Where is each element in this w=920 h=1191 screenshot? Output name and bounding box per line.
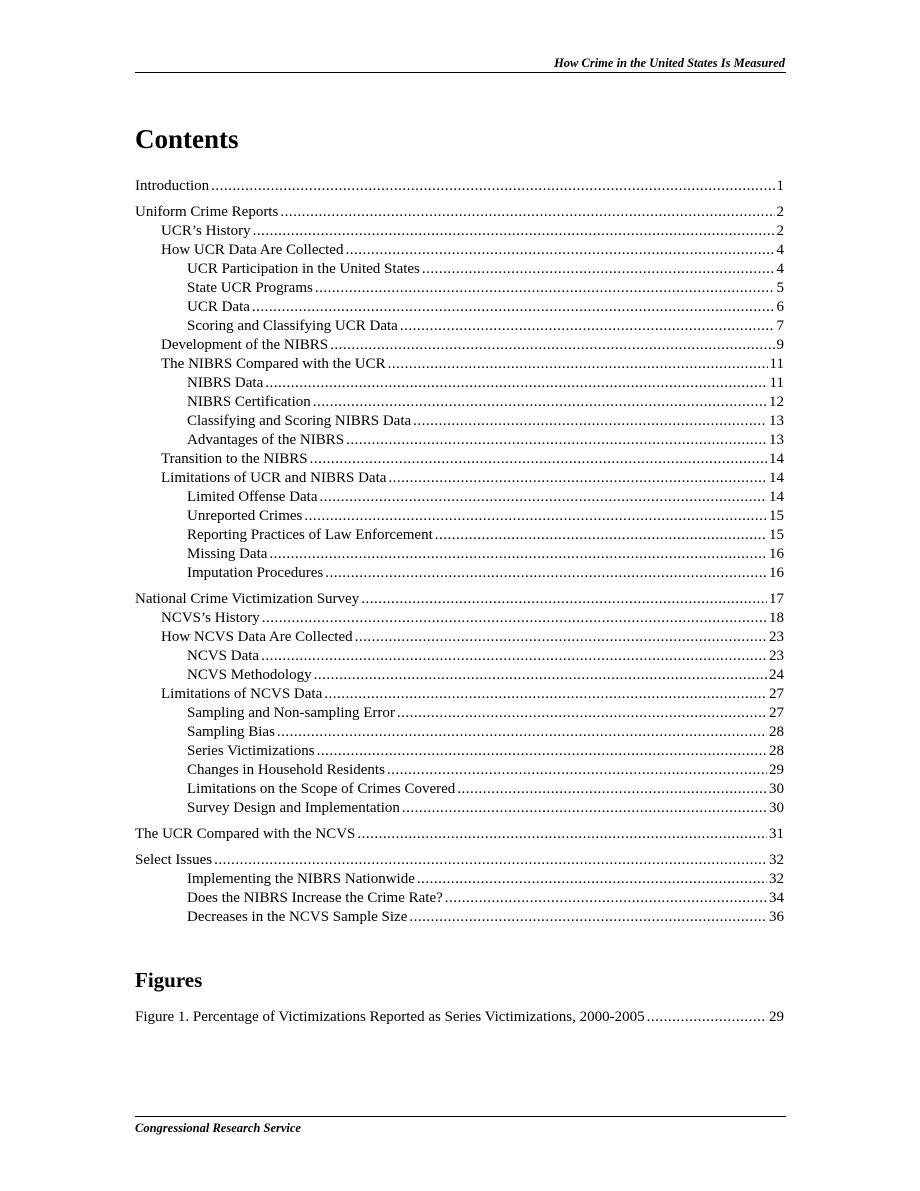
toc-entry-title: NCVS Methodology xyxy=(187,667,312,683)
toc-entry-page: 23 xyxy=(769,629,784,645)
toc-entry[interactable] xyxy=(135,177,784,196)
leader-dots xyxy=(304,507,767,526)
leader-dots xyxy=(417,870,767,889)
toc-entry-title: NIBRS Data xyxy=(187,375,264,391)
toc-entry-page: 34 xyxy=(769,890,784,906)
toc-entry-page: 13 xyxy=(769,432,784,448)
leader-dots xyxy=(357,825,767,844)
list-of-figures xyxy=(135,1008,784,1027)
toc-entry-title: State UCR Programs xyxy=(187,280,313,296)
toc-entry[interactable] xyxy=(135,851,784,870)
toc-entry-title: How NCVS Data Are Collected xyxy=(161,629,353,645)
toc-entry-page: 23 xyxy=(769,648,784,664)
toc-entry-page: 12 xyxy=(769,394,784,410)
leader-dots xyxy=(647,1008,767,1027)
leader-dots xyxy=(280,203,774,222)
figure-entry-title: Figure 1. Percentage of Victimizations Reported as Series Victimizations, 2000-2005 xyxy=(135,1009,645,1025)
toc-entry-title: Implementing the NIBRS Nationwide xyxy=(187,871,415,887)
toc-entry-title: Sampling Bias xyxy=(187,724,275,740)
figure-entry[interactable] xyxy=(135,1008,784,1027)
toc-entry-page: 5 xyxy=(776,280,784,296)
figures-heading: Figures xyxy=(135,968,203,992)
leader-dots xyxy=(388,355,768,374)
toc-entry[interactable] xyxy=(135,412,784,431)
toc-entry[interactable] xyxy=(135,545,784,564)
toc-entry-page: 29 xyxy=(769,762,784,778)
toc-entry-page: 11 xyxy=(769,375,784,391)
toc-entry[interactable] xyxy=(135,488,784,507)
toc-entry-page: 14 xyxy=(769,489,784,505)
header-rule xyxy=(135,72,786,73)
toc-entry[interactable] xyxy=(135,889,784,908)
leader-dots xyxy=(265,374,767,393)
toc-entry-title: Reporting Practices of Law Enforcement xyxy=(187,527,433,543)
toc-entry[interactable] xyxy=(135,355,784,374)
toc-entry-title: Changes in Household Residents xyxy=(187,762,385,778)
leader-dots xyxy=(313,393,767,412)
leader-dots xyxy=(402,799,767,818)
toc-entry-page: 7 xyxy=(776,318,784,334)
figure-entry-page: 29 xyxy=(769,1009,784,1025)
toc-entry-title: NIBRS Certification xyxy=(187,394,311,410)
leader-dots xyxy=(387,761,767,780)
running-header: How Crime in the United States Is Measured xyxy=(554,56,785,70)
toc-entry-page: 4 xyxy=(776,261,784,277)
leader-dots xyxy=(457,780,767,799)
toc-entry-title: Limitations of UCR and NIBRS Data xyxy=(161,470,387,486)
leader-dots xyxy=(310,450,767,469)
toc-entry[interactable] xyxy=(135,647,784,666)
toc-entry-title: Series Victimizations xyxy=(187,743,315,759)
leader-dots xyxy=(262,609,767,628)
leader-dots xyxy=(320,488,767,507)
toc-entry-title: Select Issues xyxy=(135,852,213,868)
toc-entry[interactable] xyxy=(135,260,784,279)
leader-dots xyxy=(314,666,767,685)
footer-publisher: Congressional Research Service xyxy=(135,1121,301,1135)
toc-entry-page: 2 xyxy=(776,204,784,220)
toc-entry[interactable] xyxy=(135,666,784,685)
toc-entry-page: 15 xyxy=(769,527,784,543)
toc-entry-title: UCR’s History xyxy=(161,223,251,239)
toc-entry-page: 11 xyxy=(769,356,784,372)
toc-entry[interactable] xyxy=(135,590,784,609)
leader-dots xyxy=(325,564,767,583)
toc-entry-title: Development of the NIBRS xyxy=(161,337,329,353)
toc-entry-page: 30 xyxy=(769,800,784,816)
toc-entry[interactable] xyxy=(135,704,784,723)
toc-entry-title: Unreported Crimes xyxy=(187,508,303,524)
toc-entry-page: 31 xyxy=(769,826,784,842)
toc-entry[interactable] xyxy=(135,507,784,526)
toc-entry-page: 6 xyxy=(776,299,784,315)
toc-entry-title: Advantages of the NIBRS xyxy=(187,432,345,448)
leader-dots xyxy=(277,723,767,742)
toc-entry-title: Limitations of NCVS Data xyxy=(161,686,323,702)
toc-entry-page: 36 xyxy=(769,909,784,925)
toc-entry-title: Classifying and Scoring NIBRS Data xyxy=(187,413,412,429)
toc-entry-title: National Crime Victimization Survey xyxy=(135,591,360,607)
toc-entry-page: 18 xyxy=(769,610,784,626)
toc-entry-page: 30 xyxy=(769,781,784,797)
leader-dots xyxy=(261,647,767,666)
toc-entry-page: 17 xyxy=(769,591,784,607)
toc-entry-title: Missing Data xyxy=(187,546,268,562)
toc-entry-title: The NIBRS Compared with the UCR xyxy=(161,356,386,372)
leader-dots xyxy=(253,222,775,241)
toc-entry-title: Decreases in the NCVS Sample Size xyxy=(187,909,408,925)
toc-entry[interactable] xyxy=(135,279,784,298)
toc-entry-page: 2 xyxy=(776,223,784,239)
toc-entry[interactable] xyxy=(135,241,784,260)
toc-entry[interactable] xyxy=(135,870,784,889)
toc-entry-title: Survey Design and Implementation xyxy=(187,800,400,816)
toc-entry-page: 16 xyxy=(769,546,784,562)
toc-entry[interactable] xyxy=(135,908,784,927)
toc-entry-page: 27 xyxy=(769,686,784,702)
toc-entry-page: 32 xyxy=(769,871,784,887)
toc-entry[interactable] xyxy=(135,374,784,393)
toc-entry-title: UCR Participation in the United States xyxy=(187,261,420,277)
toc-entry-page: 1 xyxy=(776,178,784,194)
toc-entry[interactable] xyxy=(135,780,784,799)
leader-dots xyxy=(397,704,767,723)
leader-dots xyxy=(409,908,767,927)
contents-heading: Contents xyxy=(135,124,239,154)
toc-entry[interactable] xyxy=(135,628,784,647)
toc-entry[interactable] xyxy=(135,431,784,450)
leader-dots xyxy=(445,889,767,908)
toc-entry[interactable] xyxy=(135,723,784,742)
toc-entry[interactable] xyxy=(135,393,784,412)
leader-dots xyxy=(345,241,774,260)
toc-entry-page: 13 xyxy=(769,413,784,429)
leader-dots xyxy=(315,279,775,298)
toc-entry-title: Limited Offense Data xyxy=(187,489,318,505)
toc-entry-title: NCVS Data xyxy=(187,648,260,664)
toc-entry-page: 14 xyxy=(769,451,784,467)
toc-entry-title: UCR Data xyxy=(187,299,250,315)
toc-entry-page: 28 xyxy=(769,724,784,740)
toc-entry-title: Does the NIBRS Increase the Crime Rate? xyxy=(187,890,443,906)
toc-entry[interactable] xyxy=(135,450,784,469)
toc-entry[interactable] xyxy=(135,222,784,241)
table-of-contents xyxy=(135,177,784,927)
leader-dots xyxy=(388,469,767,488)
leader-dots xyxy=(400,317,775,336)
leader-dots xyxy=(435,526,767,545)
toc-entry[interactable] xyxy=(135,526,784,545)
leader-dots xyxy=(269,545,767,564)
toc-entry-page: 4 xyxy=(776,242,784,258)
toc-entry[interactable] xyxy=(135,317,784,336)
toc-entry-title: Limitations on the Scope of Crimes Covered xyxy=(187,781,456,797)
toc-entry-page: 27 xyxy=(769,705,784,721)
toc-entry-page: 32 xyxy=(769,852,784,868)
toc-entry[interactable] xyxy=(135,685,784,704)
toc-entry-title: Transition to the NIBRS xyxy=(161,451,308,467)
toc-entry-title: Imputation Procedures xyxy=(187,565,324,581)
leader-dots xyxy=(211,177,774,196)
leader-dots xyxy=(214,851,767,870)
toc-entry-page: 9 xyxy=(776,337,784,353)
toc-entry-page: 14 xyxy=(769,470,784,486)
leader-dots xyxy=(355,628,767,647)
toc-entry-title: How UCR Data Are Collected xyxy=(161,242,344,258)
toc-entry[interactable] xyxy=(135,564,784,583)
toc-entry-title: Scoring and Classifying UCR Data xyxy=(187,318,398,334)
toc-entry[interactable] xyxy=(135,761,784,780)
footer-rule xyxy=(135,1116,786,1117)
leader-dots xyxy=(330,336,774,355)
toc-entry-title: Introduction xyxy=(135,178,210,194)
leader-dots xyxy=(346,431,767,450)
toc-entry-page: 15 xyxy=(769,508,784,524)
toc-entry-title: NCVS’s History xyxy=(161,610,260,626)
toc-entry[interactable] xyxy=(135,742,784,761)
toc-entry[interactable] xyxy=(135,609,784,628)
toc-entry-page: 16 xyxy=(769,565,784,581)
leader-dots xyxy=(413,412,767,431)
toc-entry-title: Sampling and Non-sampling Error xyxy=(187,705,395,721)
leader-dots xyxy=(317,742,767,761)
leader-dots xyxy=(422,260,775,279)
toc-entry[interactable] xyxy=(135,469,784,488)
toc-entry[interactable] xyxy=(135,825,784,844)
toc-entry-title: Uniform Crime Reports xyxy=(135,204,279,220)
toc-entry-page: 28 xyxy=(769,743,784,759)
toc-entry[interactable] xyxy=(135,203,784,222)
leader-dots xyxy=(252,298,775,317)
toc-entry-page: 24 xyxy=(769,667,784,683)
toc-entry-title: The UCR Compared with the NCVS xyxy=(135,826,356,842)
leader-dots xyxy=(361,590,767,609)
toc-entry[interactable] xyxy=(135,336,784,355)
toc-entry[interactable] xyxy=(135,799,784,818)
leader-dots xyxy=(324,685,767,704)
toc-entry[interactable] xyxy=(135,298,784,317)
